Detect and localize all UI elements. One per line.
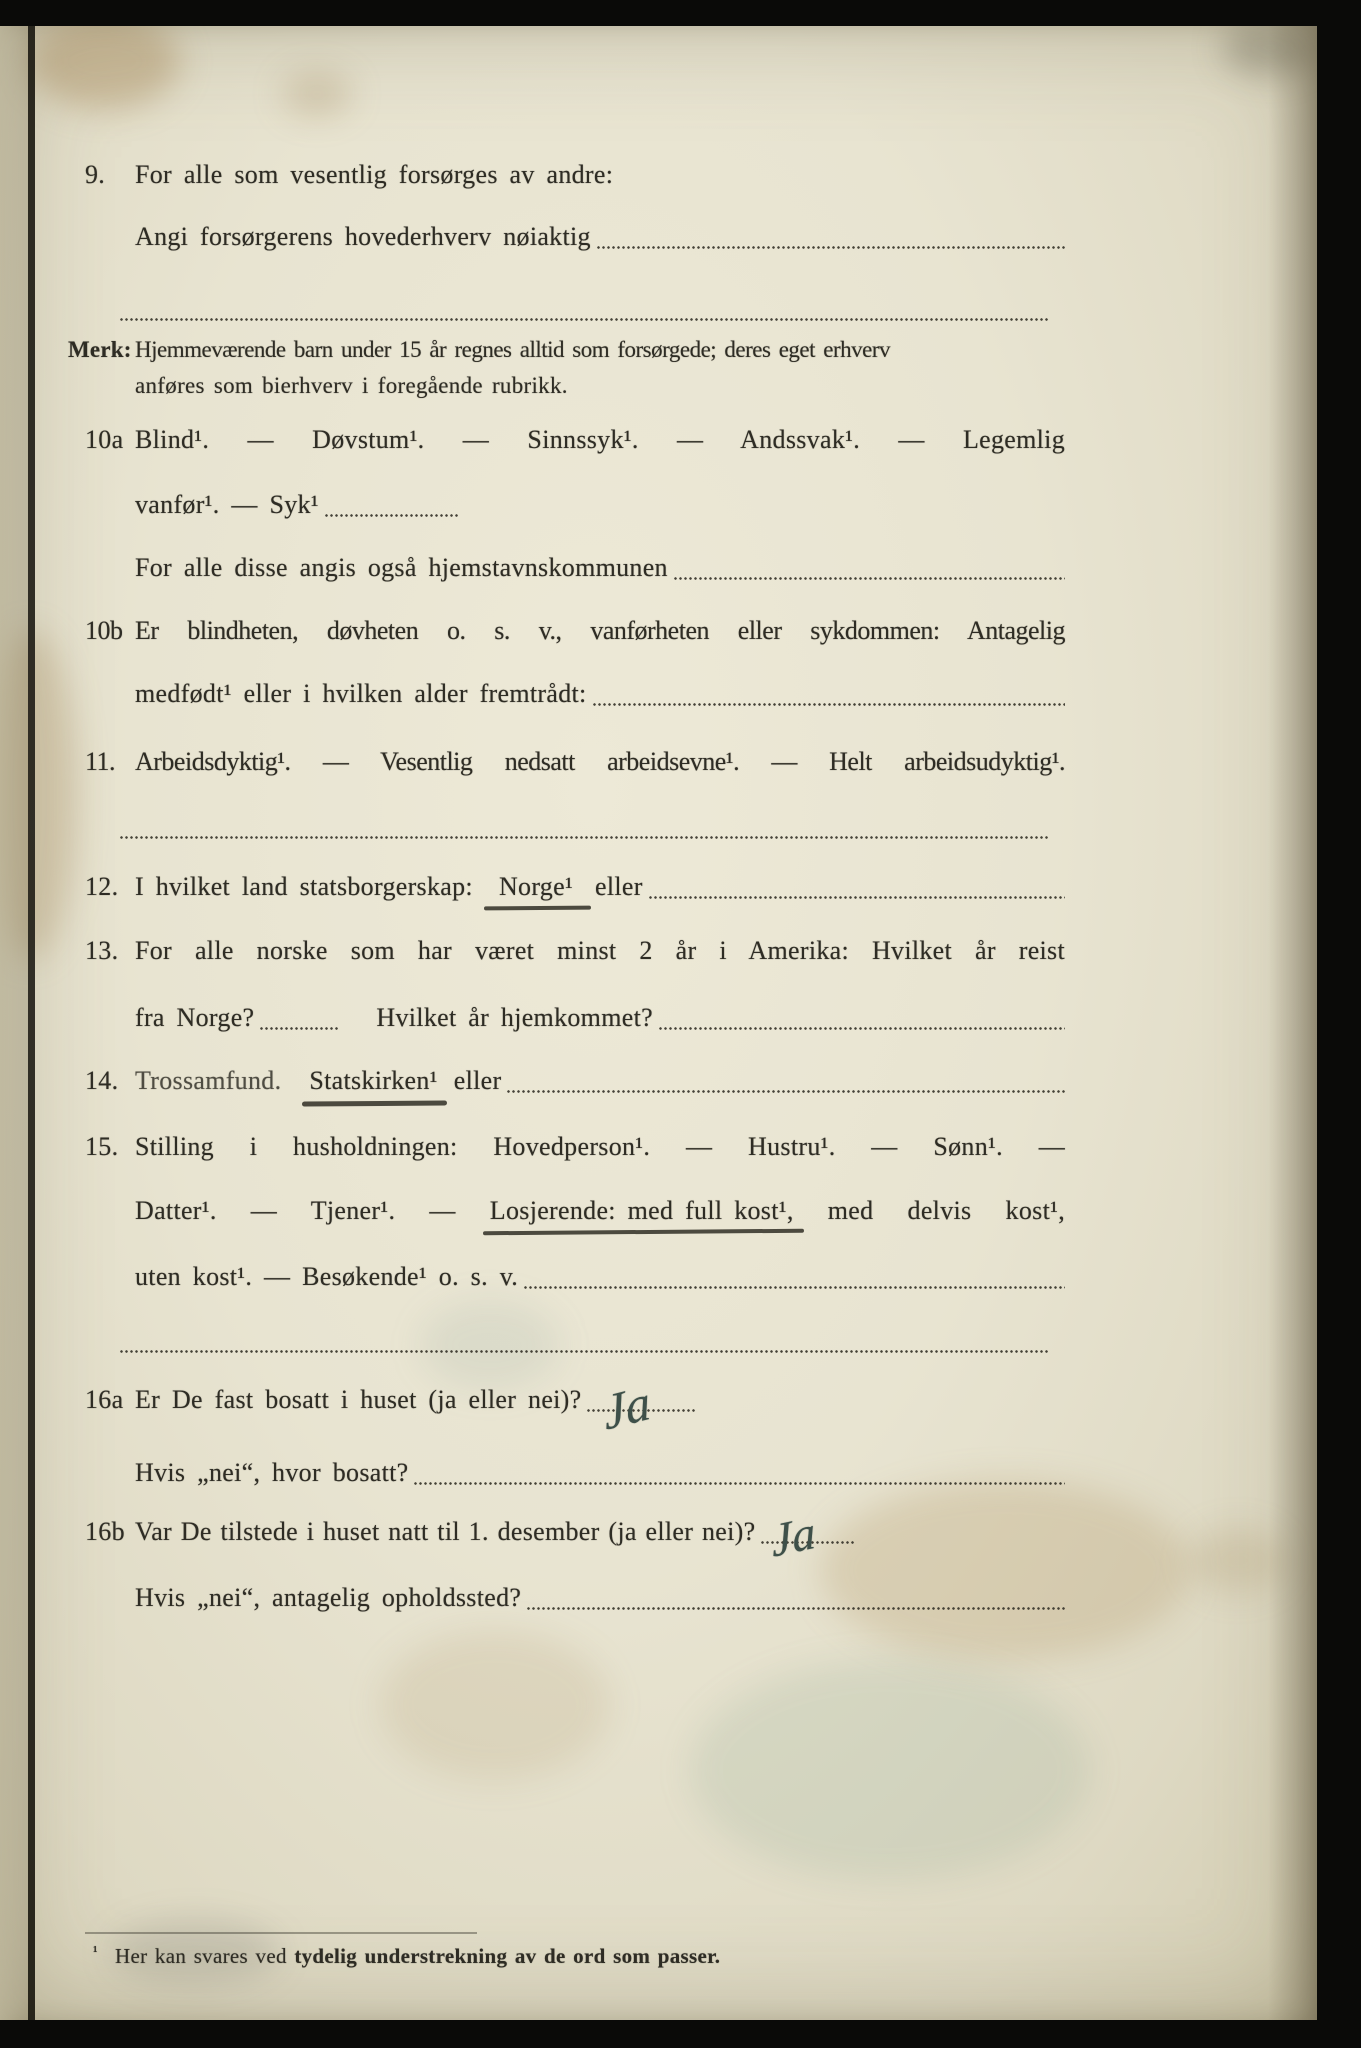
question-13-line-2 [85,999,1065,1037]
question-text: eller [595,872,643,901]
question-10b-line-2 [85,675,1065,713]
scan-border-top [0,0,1361,26]
question-number: 12. [85,872,119,901]
dotted-separator [120,318,1050,321]
dotted-answer-line [761,1506,856,1568]
question-9-line-2 [85,218,1065,256]
handwritten-answer-16a: Ja [600,1373,655,1441]
dotted-answer-line [674,577,1065,580]
merk-label: Merk: [68,337,132,362]
question-15-line-3 [85,1258,1065,1296]
question-15-line-2 [85,1192,1065,1230]
option-text: Statskirken¹ [309,1066,438,1095]
question-10a-line-3 [85,549,1065,587]
question-text: Angi forsørgerens hovederhverv nøiaktig [135,222,591,251]
page-gutter-line [28,26,35,2020]
question-text: Datter¹. — Tjener¹. — [135,1196,456,1225]
question-text: Er De fast bosatt i huset (ja eller nei)? [135,1385,582,1414]
footnote-marker: ¹ [93,1944,98,1960]
question-16a-line-2 [85,1454,1065,1492]
question-text: medfødt¹ eller i hvilken alder fremtrådt: [135,679,587,708]
footnote-text-bold: tydelig understrekning av de ord som passer. [294,1944,721,1968]
question-text: Var De tilstede i huset natt til 1. desember (ja eller nei)? [135,1517,756,1546]
footnote-rule [85,1932,477,1934]
handwritten-underline [302,1100,447,1106]
question-11 [85,743,1065,781]
dotted-answer-line [260,1027,338,1030]
dotted-answer-line [593,703,1065,706]
dotted-answer-line [649,896,1065,899]
merk-note-line-2 [85,369,1065,403]
option-text: Losjerende: med full kost¹, [489,1196,794,1225]
question-number: 11. [85,747,116,776]
option-text: Norge¹ [498,872,574,901]
question-text: For alle som vesentlig forsørges av andre: [135,160,614,189]
question-10b-line-1 [85,612,1065,650]
merk-note-line-1 [68,333,1065,367]
question-text: fra Norge? [135,1003,255,1032]
question-text: Er blindheten, døvheten o. s. v., vanførheten eller sykdommen: Antagelig [135,616,1065,645]
question-text: Hvis „nei“, antagelig opholdssted? [135,1583,522,1612]
question-16b-line-1 [85,1506,1065,1568]
question-text: Hvilket år hjemkommet? [376,1003,653,1032]
question-text: I hvilket land statsborgerskap: [135,872,473,901]
question-text: Trossamfund. [135,1066,282,1095]
underlined-option-losjerende [490,1192,794,1230]
question-number: 13. [85,936,119,965]
dotted-answer-line [587,1373,695,1441]
question-text: med delvis kost¹, [827,1196,1065,1225]
page-edge-shadow [1268,26,1317,2020]
question-16b-line-2 [85,1579,1065,1617]
page-gutter [0,26,28,2020]
question-text: For alle disse angis også hjemstavnskommunen [135,553,668,582]
question-text: Blind¹. — Døvstum¹. — Sinnssyk¹. — Andssvak¹. — Legemlig [135,425,1065,454]
question-text: Stilling i husholdningen: Hovedperson¹. — Hustru¹. — Sønn¹. — [135,1132,1065,1161]
question-number: 16b [85,1517,125,1546]
footnote-text: Her kan svares ved [115,1944,287,1968]
question-15-line-1 [85,1128,1065,1166]
dotted-answer-line [527,1607,1065,1610]
question-text: vanfør¹. — Syk¹ [135,490,319,519]
question-text: For alle norske som har været minst 2 år i Amerika: Hvilket år reist [135,936,1065,965]
dotted-answer-line [414,1482,1065,1485]
note-text: Hjemmeværende barn under 15 år regnes alltid som forsørgede; deres eget erhverv [135,337,890,362]
underlined-option-statskirken [309,1062,437,1100]
question-text: uten kost¹. — Besøkende¹ o. s. v. [135,1262,519,1291]
question-12 [85,868,1065,906]
dotted-separator [120,1350,1050,1353]
note-text: anføres som bierhverv i foregående rubrikk. [135,373,568,398]
question-number: 15. [85,1132,119,1161]
footnote [85,1941,1065,1971]
handwritten-underline [483,1229,804,1236]
question-14 [85,1062,1065,1100]
handwritten-underline [484,906,591,911]
dotted-answer-line [507,1090,1065,1093]
question-text: eller [453,1066,502,1095]
dotted-answer-line [524,1286,1065,1289]
question-text: Hvis „nei“, hvor bosatt? [135,1458,409,1487]
question-10a-line-2 [85,486,1065,524]
question-number: 14. [85,1066,119,1095]
question-number: 10a [85,425,124,454]
underlined-option-norge [491,868,581,906]
dotted-answer-line [659,1027,1065,1030]
question-10a-line-1 [85,421,1065,459]
scan-border-right [1317,0,1361,2048]
question-9-line-1 [85,156,1065,194]
question-16a-line-1 [85,1373,1065,1441]
dotted-answer-line [597,246,1065,249]
question-number: 9. [85,160,106,189]
handwritten-answer-16b: Ja [769,1506,819,1568]
question-number: 10b [85,616,123,645]
dotted-separator [120,836,1050,839]
question-text: Arbeidsdyktig¹. — Vesentlig nedsatt arbeidsevne¹. — Helt arbeidsudyktig¹. [135,747,1065,776]
scan-border-bottom [0,2020,1361,2048]
dotted-answer-line [325,514,460,517]
question-number: 16a [85,1385,124,1414]
question-13-line-1 [85,932,1065,970]
